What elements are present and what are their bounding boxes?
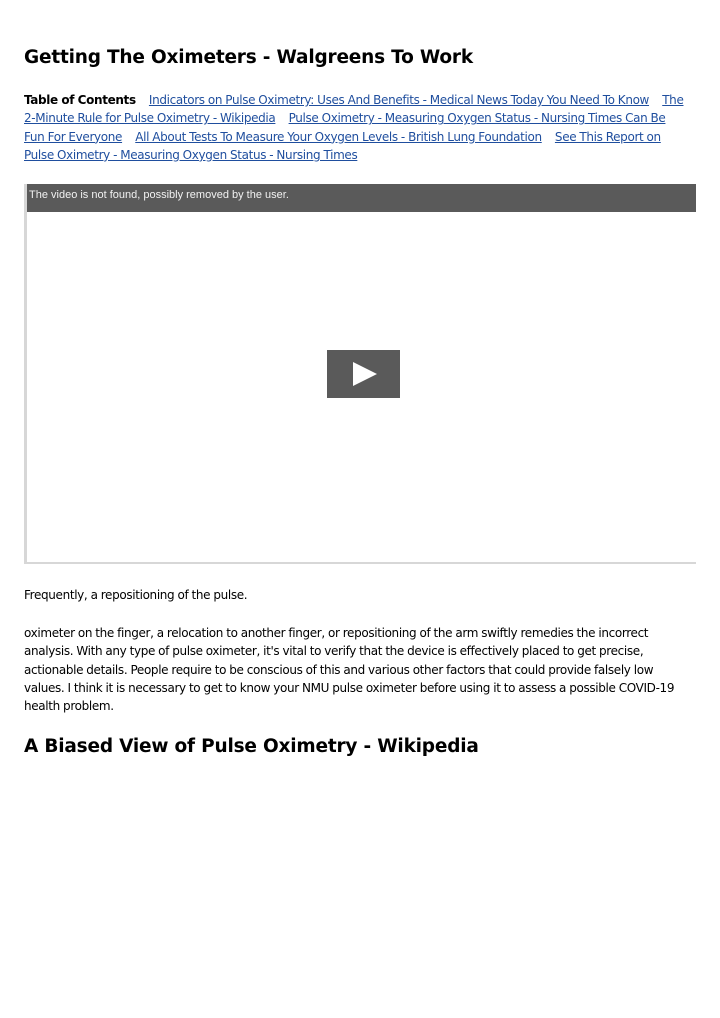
page-title: Getting The Oximeters - Walgreens To Work bbox=[24, 47, 473, 68]
toc-link-indicators[interactable]: Indicators on Pulse Oximetry: Uses And Benefits - Medical News Today You Need To Know bbox=[148, 93, 650, 107]
toc-link-see-this-report[interactable]: See This Report on Pulse Oximetry - Measuring Oxygen Status - Nursing Times bbox=[24, 129, 661, 162]
toc-label: Table of Contents bbox=[24, 93, 136, 107]
toc-link-british-lung-foundation[interactable]: All About Tests To Measure Your Oxygen Levels - British Lung Foundation bbox=[135, 129, 542, 144]
video-player[interactable] bbox=[24, 184, 696, 564]
paragraph-1: Frequently, a repositioning of the pulse. bbox=[24, 588, 248, 602]
play-icon bbox=[353, 362, 377, 386]
section-heading: A Biased View of Pulse Oximetry - Wikipedia bbox=[24, 736, 479, 757]
paragraph-2: oximeter on the finger, a relocation to another finger, or repositioning of the arm swiftly remedies the incorrect analysis. With any type of pulse oximeter, it's vital to verify that the device is effectively placed to get precise, actionable details. People require to be conscious of this and various other factors that could provide falsely low values. I think it is necessary to get to know your NMU pulse oximeter before using it to assess a possible COVID-19 health problem. bbox=[24, 626, 675, 714]
toc-link-two-minute-rule[interactable]: The 2-Minute Rule for Pulse Oximetry - Wikipedia bbox=[24, 93, 684, 126]
video-message-bar bbox=[27, 184, 696, 212]
video-not-found-message: The video is not found, possibly removed by the user. bbox=[29, 189, 289, 201]
table-of-contents bbox=[24, 91, 684, 164]
play-button[interactable] bbox=[327, 350, 400, 398]
toc-link-nursing-times-fun[interactable]: Pulse Oximetry - Measuring Oxygen Status - Nursing Times Can Be Fun For Everyone bbox=[24, 111, 666, 144]
